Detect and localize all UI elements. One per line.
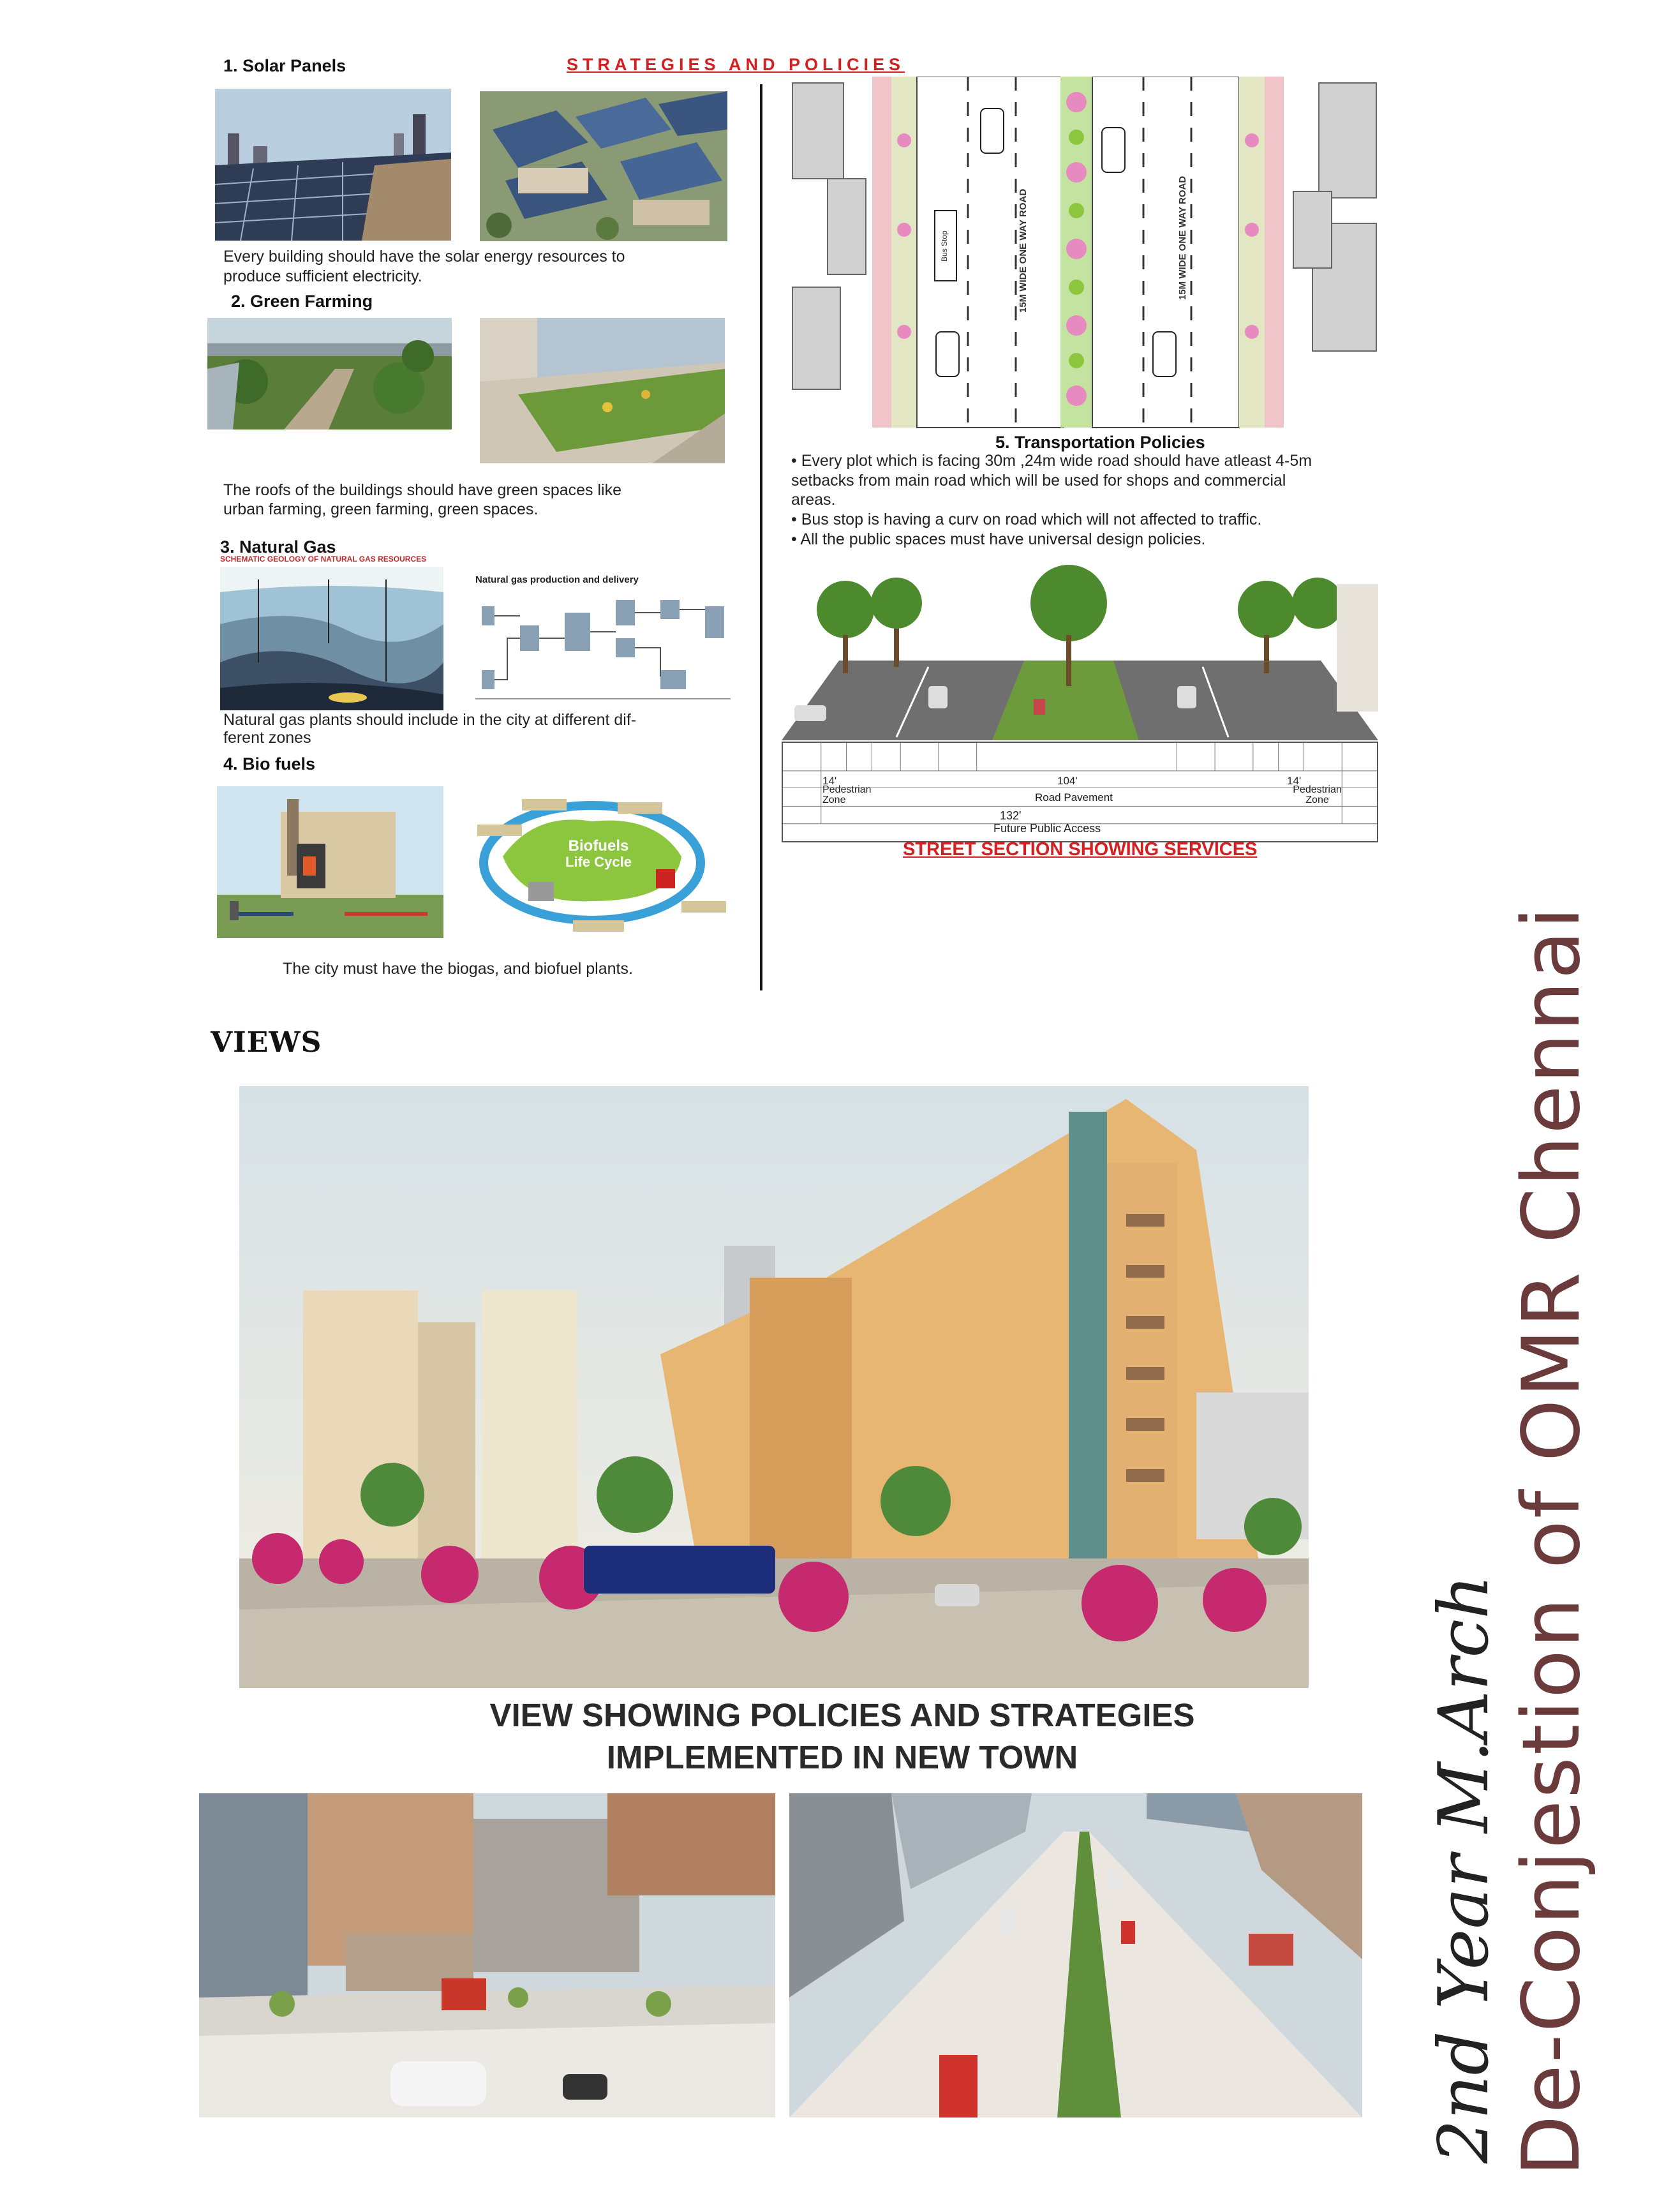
street-3d-section-image bbox=[782, 565, 1378, 740]
biofuels-text: The city must have the biogas, and biofuel plants. bbox=[283, 960, 633, 978]
transport-line-2: setbacks from main road which will be used for shops and commercial bbox=[791, 472, 1286, 489]
transport-heading: 5. Transportation Policies bbox=[995, 433, 1205, 452]
road-label-2: 15M WIDE ONE WAY ROAD bbox=[1177, 176, 1188, 300]
view-caption-line-1: VIEW SHOWING POLICIES AND STRATEGIES bbox=[489, 1697, 1195, 1733]
total-dim: 132' bbox=[1000, 809, 1022, 822]
gas-delivery-diagram bbox=[475, 587, 731, 705]
street-view-render-right bbox=[789, 1793, 1362, 2118]
urban-farm-image bbox=[207, 318, 452, 429]
gas-delivery-title: Natural gas production and delivery bbox=[475, 574, 639, 585]
solar-panels-city-image bbox=[215, 89, 451, 241]
column-divider bbox=[760, 84, 762, 990]
transport-line-1: • Every plot which is facing 30m ,24m wide road should have atleast 4-5m bbox=[791, 452, 1312, 470]
solar-heading: 1. Solar Panels bbox=[223, 56, 346, 75]
ped-left-dim: 14' bbox=[822, 775, 837, 787]
ped-right-label: Pedestrian Zone bbox=[1293, 784, 1342, 805]
biofuels-heading: 4. Bio fuels bbox=[223, 754, 316, 773]
future-access-label: Future Public Access bbox=[993, 822, 1101, 835]
view-caption-line-2: IMPLEMENTED IN NEW TOWN bbox=[606, 1739, 1078, 1775]
transport-line-3: areas. bbox=[791, 491, 836, 509]
farming-text-line-1: The roofs of the buildings should have green spaces like bbox=[223, 481, 621, 499]
farming-text-line-2: urban farming, green farming, green spaces. bbox=[223, 500, 539, 518]
project-title: De-Conjestion of OMR Chennai bbox=[1506, 904, 1598, 2176]
biofuels-cycle-label-2: Life Cycle bbox=[565, 854, 632, 870]
section-title: STRATEGIES AND POLICIES bbox=[567, 55, 905, 74]
road-label-1: 15M WIDE ONE WAY ROAD bbox=[1018, 188, 1029, 313]
ped-left-label: Pedestrian Zone bbox=[822, 784, 872, 805]
road-plan-drawing bbox=[789, 77, 1379, 434]
street-view-render-left bbox=[199, 1793, 775, 2118]
biofuels-cycle-diagram bbox=[465, 786, 729, 939]
views-heading: VIEWS bbox=[211, 1026, 322, 1059]
road-dim: 104' bbox=[1057, 775, 1078, 787]
gas-text-line-1: Natural gas plants should include in the city at different dif- bbox=[223, 711, 637, 729]
gas-geology-diagram bbox=[220, 567, 443, 710]
biofuels-cycle-label-1: Biofuels bbox=[568, 837, 629, 855]
bus-stop-label: Bus Stop bbox=[940, 230, 949, 262]
solar-text-line-1: Every building should have the solar energy resources to bbox=[223, 248, 625, 265]
transport-line-4: • Bus stop is having a curv on road which will not affected to traffic. bbox=[791, 511, 1262, 528]
ped-right-dim: 14' bbox=[1287, 775, 1302, 787]
main-view-render bbox=[239, 1086, 1309, 1688]
road-pavement-label: Road Pavement bbox=[1035, 791, 1113, 803]
biogas-plant-diagram bbox=[217, 786, 443, 938]
street-section-caption: STREET SECTION SHOWING SERVICES bbox=[903, 839, 1258, 860]
farming-heading: 2. Green Farming bbox=[231, 292, 373, 311]
project-subtitle: 2nd Year M.Arch bbox=[1424, 1574, 1504, 2163]
solar-text-line-2: produce sufficient electricity. bbox=[223, 267, 422, 285]
gas-diagram-title: SCHEMATIC GEOLOGY OF NATURAL GAS RESOURCES bbox=[220, 555, 427, 564]
transport-line-5: • All the public spaces must have universal design policies. bbox=[791, 530, 1206, 548]
green-roof-image bbox=[480, 318, 725, 463]
street-section-dimensions bbox=[782, 742, 1378, 842]
natural-gas-heading: 3. Natural Gas bbox=[220, 537, 336, 556]
gas-text-line-2: ferent zones bbox=[223, 729, 311, 747]
solar-roofs-image bbox=[480, 91, 727, 241]
